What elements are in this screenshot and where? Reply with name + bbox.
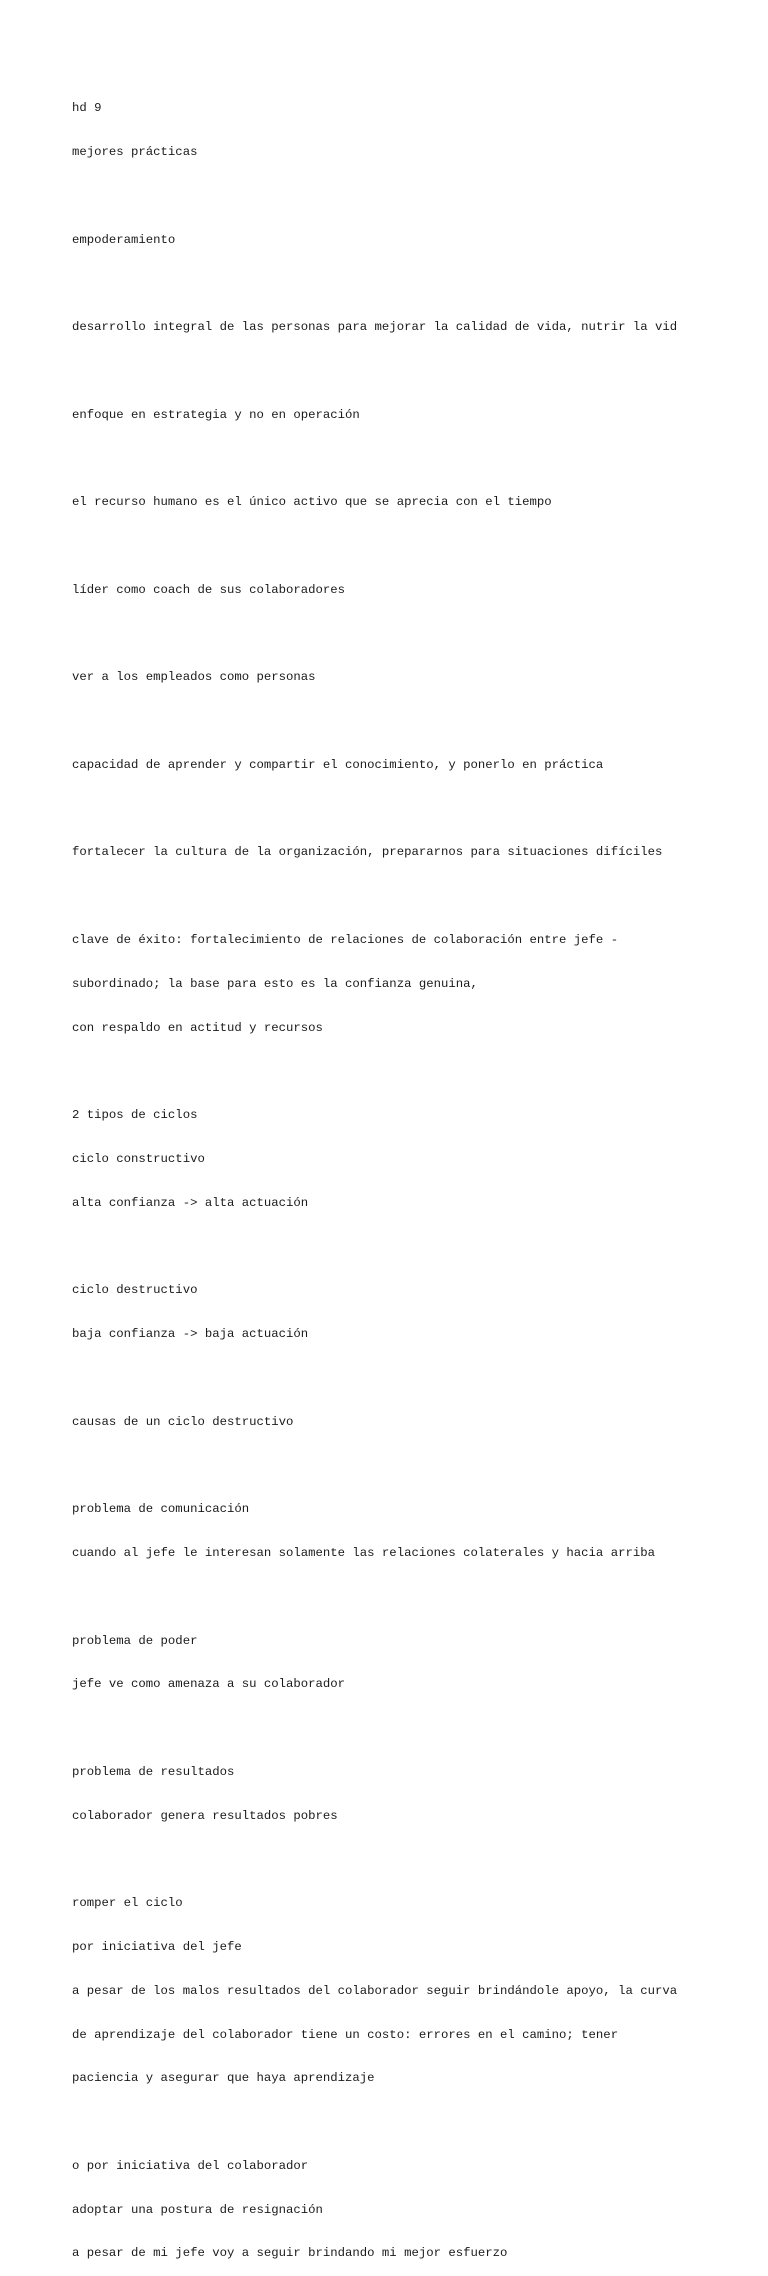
blank-line: [72, 1240, 762, 1255]
text-line: enfoque en estrategia y no en operación: [72, 407, 360, 422]
blank-line: [72, 276, 762, 291]
text-line: ciclo destructivo: [72, 1283, 198, 1298]
text-line: empoderamiento: [72, 232, 176, 247]
text-line: fortalecer la cultura de la organización, prepararnos para situaciones difíciles: [72, 845, 663, 860]
blank-line: [72, 1852, 762, 1867]
text-line: 2 tipos de ciclos: [72, 1108, 198, 1123]
blank-line: [72, 2115, 762, 2130]
text-line: a pesar de los malos resultados del colaborador seguir brindándole apoyo, la curva: [72, 1983, 678, 1998]
blank-line: [72, 539, 762, 554]
text-line: ver a los empleados como personas: [72, 670, 316, 685]
text-line: paciencia y asegurar que haya aprendizaje: [72, 2071, 375, 2086]
blank-line: [72, 1064, 762, 1079]
text-line: jefe ve como amenaza a su colaborador: [72, 1677, 346, 1692]
text-line: alta confianza -> alta actuación: [72, 1195, 309, 1210]
blank-line: [72, 451, 762, 466]
text-line: problema de poder: [72, 1633, 198, 1648]
blank-line: [72, 1458, 762, 1473]
blank-line: [72, 627, 762, 642]
text-line: problema de comunicación: [72, 1502, 250, 1517]
blank-line: [72, 1721, 762, 1736]
text-line: desarrollo integral de las personas para mejorar la calidad de vida, nutrir la vid: [72, 320, 678, 335]
text-line: por iniciativa del jefe: [72, 1940, 242, 1954]
blank-line: [72, 1590, 762, 1605]
text-line: ciclo constructivo: [72, 1151, 205, 1166]
text-line: clave de éxito: fortalecimiento de relaciones de colaboración entre jefe -: [72, 933, 619, 948]
text-line: problema de resultados: [72, 1764, 235, 1779]
text-line: líder como coach de sus colaboradores: [72, 582, 346, 597]
text-line: con respaldo en actitud y recursos: [72, 1020, 323, 1035]
blank-line: [72, 1371, 762, 1386]
text-line: cuando al jefe le interesan solamente las relaciones colaterales y hacia arriba: [72, 1545, 655, 1560]
text-line: de aprendizaje del colaborador tiene un costo: errores en el camino; tener: [72, 2027, 619, 2042]
text-line: romper el ciclo: [72, 1896, 183, 1911]
text-line: o por iniciativa del colaborador: [72, 2158, 309, 2173]
text-line: a pesar de mi jefe voy a seguir brindando mi mejor esfuerzo: [72, 2246, 508, 2261]
text-line: adoptar una postura de resignación: [72, 2202, 323, 2217]
document-page: [72, 72, 762, 2276]
text-line: colaborador genera resultados pobres: [72, 1808, 338, 1823]
blank-line: [72, 889, 762, 904]
text-line: capacidad de aprender y compartir el conocimiento, y ponerlo en práctica: [72, 757, 604, 772]
text-line: hd 9: [72, 101, 102, 116]
text-line: baja confianza -> baja actuación: [72, 1327, 309, 1342]
blank-line: [72, 802, 762, 817]
text-line: mejores prácticas: [72, 144, 198, 159]
text-line: subordinado; la base para esto es la confianza genuina,: [72, 976, 478, 991]
blank-line: [72, 714, 762, 729]
text-line: causas de un ciclo destructivo: [72, 1414, 294, 1429]
text-line: el recurso humano es el único activo que se aprecia con el tiempo: [72, 495, 552, 510]
blank-line: [72, 364, 762, 379]
blank-line: [72, 189, 762, 204]
